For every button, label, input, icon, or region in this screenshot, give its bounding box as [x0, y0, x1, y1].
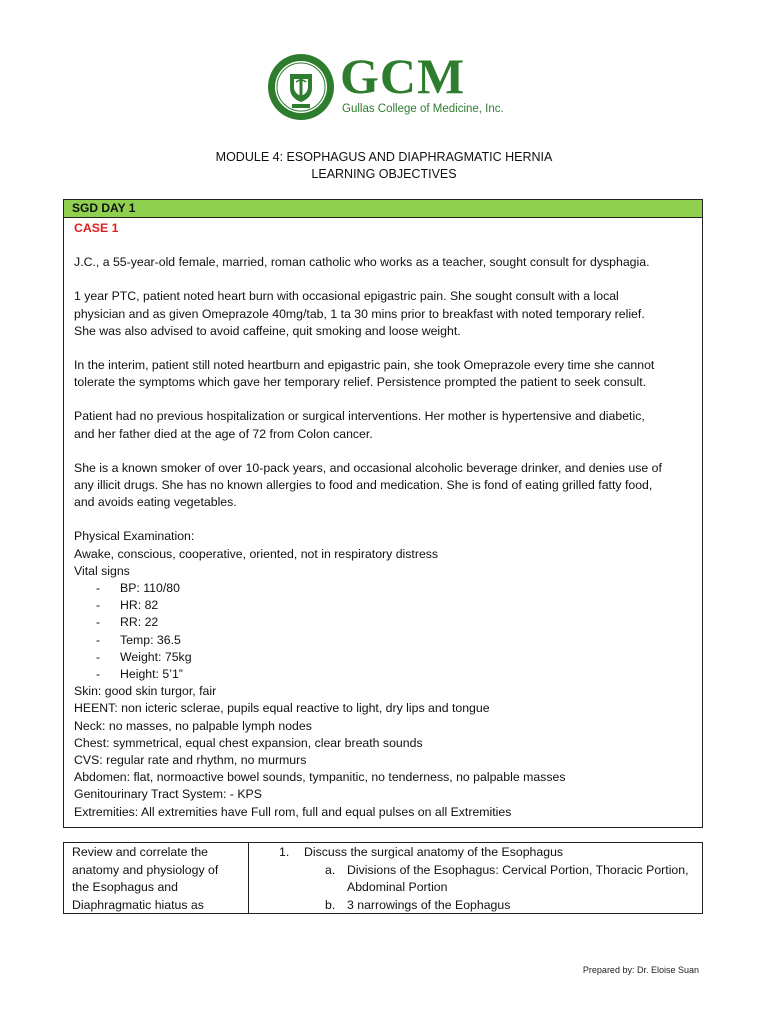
vital-item: - Height: 5’1” — [74, 666, 692, 683]
subitem-line: Divisions of the Esophagus: Cervical Portion, Thoracic Portion, — [347, 862, 689, 877]
college-seal-icon — [266, 52, 336, 122]
history-line: physician and as given Omeprazole 40mg/tab, 1 ta 30 mins prior to breakfast with noted temporary relief. — [74, 306, 645, 321]
objective-number: 1. — [279, 845, 290, 859]
school-logo — [266, 48, 506, 122]
module-title: MODULE 4: ESOPHAGUS AND DIAPHRAGMATIC HERNIA — [215, 150, 553, 164]
vital-item: - HR: 82 — [74, 597, 692, 614]
objective-desc-line: Diaphragmatic hiatus as — [72, 897, 204, 912]
vitals-title: Vital signs — [74, 563, 130, 578]
objective-item — [257, 844, 694, 862]
objective-subitem — [257, 897, 694, 915]
history-paragraph — [74, 288, 692, 340]
objective-desc-line: anatomy and physiology of — [72, 862, 219, 877]
finding-line: Chest: symmetrical, equal chest expansion, clear breath sounds — [74, 735, 423, 750]
subitem-line: Abdominal Portion — [347, 880, 448, 894]
vital-item: - Temp: 36.5 — [74, 632, 692, 649]
subitem-text: 3 narrowings of the Eophagus — [347, 897, 511, 912]
vital-item: - Weight: 75kg — [74, 649, 692, 666]
subitem-letter: a. — [325, 862, 336, 877]
objectives-table — [63, 842, 703, 914]
objective-text: Discuss the surgical anatomy of the Esophagus — [304, 845, 564, 859]
social-history-paragraph — [74, 460, 692, 512]
finding-line: Genitourinary Tract System: - KPS — [74, 787, 262, 802]
school-name: Gullas College of Medicine, Inc. — [342, 103, 504, 115]
social-line: and avoids eating vegetables. — [74, 495, 237, 510]
interim-paragraph — [74, 357, 692, 391]
objective-desc-line: Review and correlate the — [72, 845, 209, 859]
case-body — [64, 218, 702, 827]
social-line: any illicit drugs. She has no known allergies to food and medication. She is fond of eating grilled fatty food, — [74, 478, 653, 493]
gcm-wordmark: GCM — [340, 48, 466, 104]
learning-objectives-title: LEARNING OBJECTIVES — [311, 167, 457, 181]
finding-line: Abdomen: flat, normoactive bowel sounds, tympanitic, no tenderness, no palpable masses — [74, 770, 566, 785]
finding-line: HEENT: non icteric sclerae, pupils equal reactive to light, dry lips and tongue — [74, 701, 490, 716]
past-history-line: and her father died at the age of 72 from Colon cancer. — [74, 426, 373, 441]
finding-line: Extremities: All extremities have Full rom, full and equal pulses on all Extremities — [74, 804, 512, 819]
vital-item: - RR: 22 — [74, 614, 692, 631]
case-intro: J.C., a 55-year-old female, married, roman catholic who works as a teacher, sought consult for dysphagia. — [74, 255, 650, 270]
subitem-letter: b. — [325, 897, 336, 912]
document-titles — [0, 149, 768, 183]
case-table — [63, 199, 703, 828]
finding-line: Skin: good skin turgor, fair — [74, 684, 217, 699]
objective-list-cell — [249, 843, 702, 913]
past-history-line: Patient had no previous hospitalization or surgical interventions. Her mother is hypertensive and diabetic, — [74, 409, 645, 424]
case-title: CASE 1 — [74, 221, 119, 235]
history-line: 1 year PTC, patient noted heart burn with occasional epigastric pain. She sought consult with a local — [74, 289, 619, 304]
pe-title: Physical Examination: — [74, 529, 195, 544]
social-line: She is a known smoker of over 10-pack years, and occasional alcoholic beverage drinker, and denies use of — [74, 460, 662, 475]
interim-line: In the interim, patient still noted heartburn and epigastric pain, she took Omeprazole every time she cannot — [74, 358, 655, 373]
prepared-by-footer: Prepared by: Dr. Eloise Suan — [582, 965, 699, 975]
finding-line: CVS: regular rate and rhythm, no murmurs — [74, 753, 307, 768]
physical-exam-section — [74, 528, 692, 820]
past-history-paragraph — [74, 408, 692, 442]
objective-desc-line: the Esophagus and — [72, 880, 178, 894]
sgd-day-header: SGD DAY 1 — [64, 200, 702, 218]
objective-subitem — [257, 862, 694, 897]
vitals-list — [74, 580, 692, 683]
vital-item: - BP: 110/80 — [74, 580, 692, 597]
pe-general: Awake, conscious, cooperative, oriented, not in respiratory distress — [74, 546, 439, 561]
interim-line: tolerate the symptoms which gave her temporary relief. Persistence prompted the patient to seek consult. — [74, 375, 647, 390]
history-line: She was also advised to avoid caffeine, quit smoking and loose weight. — [74, 323, 461, 338]
objective-description-cell — [64, 843, 249, 913]
finding-line: Neck: no masses, no palpable lymph nodes — [74, 718, 312, 733]
